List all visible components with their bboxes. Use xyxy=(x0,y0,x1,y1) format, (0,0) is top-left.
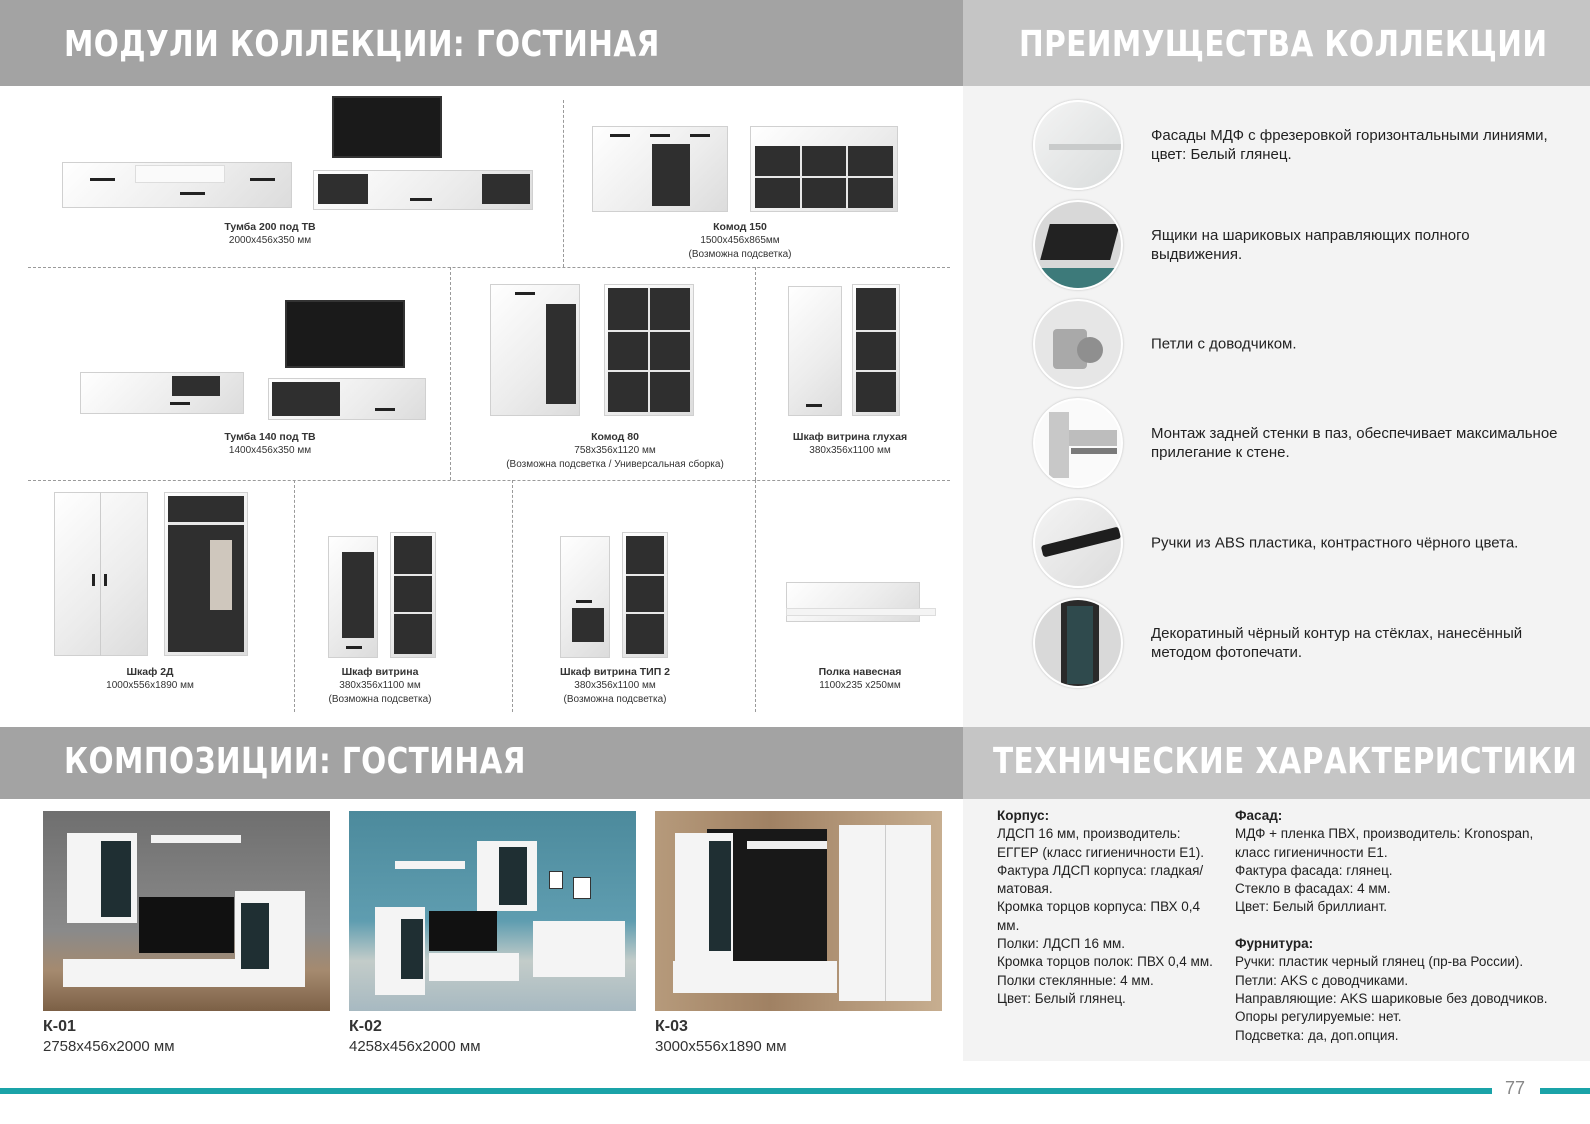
modules-header xyxy=(0,0,963,86)
footer-accent-line xyxy=(1540,1088,1590,1094)
tech-furnitura-title: Фурнитура: xyxy=(1235,936,1314,952)
tech-line: Полки: ЛДСП 16 мм. xyxy=(997,936,1126,952)
advantage-text: Ручки из ABS пластика, контрастного чёрного цвета. xyxy=(1151,534,1519,552)
compositions-title: КОМПОЗИЦИИ: ГОСТИНАЯ xyxy=(64,741,526,782)
tech-line: Кромка торцов корпуса: ПВХ 0,4 xyxy=(997,899,1201,915)
page-number: 77 xyxy=(1505,1078,1526,1098)
composition-k02-photo xyxy=(349,811,636,1011)
tech-line: Петли: AKS с доводчиками. xyxy=(1235,972,1409,988)
tech-line: Полки стеклянные: 4 мм. xyxy=(997,972,1154,988)
module-size: 380х356х1100 мм xyxy=(809,445,891,456)
module-caption xyxy=(490,430,740,472)
advantage-text: Монтаж задней стенки в паз, обеспечивает максимальное прилегание к стене. xyxy=(1151,425,1558,461)
footer-accent-line xyxy=(0,1088,1492,1094)
tech-line: Опоры регулируемые: нет. xyxy=(1235,1009,1402,1025)
advantages-title: ПРЕИМУЩЕСТВА КОЛЛЕКЦИИ xyxy=(1019,24,1548,65)
composition-k03-photo xyxy=(655,811,942,1011)
module-name: Тумба 200 под ТВ xyxy=(224,221,316,233)
module-name: Тумба 140 под ТВ xyxy=(224,431,316,443)
tech-fasad-title: Фасад: xyxy=(1235,808,1283,823)
advantage-text: Ящики на шариковых направляющих полного выдвижения. xyxy=(1151,227,1470,263)
handle-icon xyxy=(1033,498,1123,588)
composition-size: 3000х556х1890 мм xyxy=(655,1038,787,1055)
technical-title: ТЕХНИЧЕСКИЕ ХАРАКТЕРИСТИКИ xyxy=(993,741,1578,782)
module-caption xyxy=(525,665,705,707)
advantage-item xyxy=(1033,100,1573,190)
facade-icon xyxy=(1033,100,1123,190)
advantage-item xyxy=(1033,200,1573,290)
hinge-icon xyxy=(1033,299,1123,389)
advantage-item xyxy=(1033,398,1573,488)
tech-line: Цвет: Белый бриллиант. xyxy=(1235,899,1388,915)
module-size: 380х356х1100 мм xyxy=(574,680,656,691)
grid-divider xyxy=(450,267,451,480)
advantage-item xyxy=(1033,598,1573,688)
tech-line: матовая. xyxy=(997,881,1053,897)
tech-line: мм. xyxy=(997,917,1020,933)
module-size: 380х356х1100 мм xyxy=(339,680,421,691)
tech-korpus-title: Корпус: xyxy=(997,808,1050,823)
module-caption xyxy=(760,430,940,458)
grid-divider xyxy=(755,480,756,712)
tech-korpus xyxy=(997,807,1213,1008)
back-panel-icon xyxy=(1033,398,1123,488)
module-caption xyxy=(150,220,390,248)
tech-fasad xyxy=(1235,807,1548,1045)
technical-header xyxy=(963,727,1590,799)
module-note: (Возможна подсветка) xyxy=(563,694,667,705)
composition-k01-photo xyxy=(43,811,330,1011)
grid-divider xyxy=(28,267,950,268)
module-size: 1100х235 х250мм xyxy=(819,680,901,691)
module-name: Шкаф витрина глухая xyxy=(792,431,908,443)
drawer-icon xyxy=(1033,200,1123,290)
module-caption xyxy=(290,665,470,707)
module-size: 2000х456х350 мм xyxy=(228,235,312,246)
glass-icon xyxy=(1033,598,1123,688)
grid-divider xyxy=(563,100,564,267)
module-caption xyxy=(150,430,390,458)
grid-divider xyxy=(512,480,513,712)
composition-code: К-02 xyxy=(349,1018,382,1035)
grid-divider xyxy=(755,267,756,480)
modules-title: МОДУЛИ КОЛЛЕКЦИИ: ГОСТИНАЯ xyxy=(64,24,660,65)
module-name: Полка навесная xyxy=(818,666,902,678)
grid-divider xyxy=(28,480,950,481)
module-name: Комод 80 xyxy=(591,431,639,443)
module-size: 1000х556х1890 мм xyxy=(106,680,194,691)
tech-line: Стекло в фасадах: 4 мм. xyxy=(1235,881,1391,897)
module-note: (Возможна подсветка) xyxy=(328,694,432,705)
module-note: (Возможна подсветка) xyxy=(688,249,792,260)
tech-line: ЕГГЕР (класс гигиеничности Е1). xyxy=(997,844,1204,860)
module-caption xyxy=(620,220,860,262)
tech-line: Фактура ЛДСП корпуса: гладкая/ xyxy=(997,862,1204,878)
composition-code: К-01 xyxy=(43,1018,76,1035)
module-size: 1400х456х350 мм xyxy=(228,445,312,456)
tech-line: Направляющие: AKS шариковые без доводчиков. xyxy=(1235,990,1548,1006)
compositions-header xyxy=(0,727,963,799)
advantages-header xyxy=(963,0,1590,86)
module-note: (Возможна подсветка / Универсальная сборка) xyxy=(506,459,724,470)
module-size: 1500х456х865мм xyxy=(700,235,780,246)
composition-code: К-03 xyxy=(655,1018,688,1035)
tech-line: Кромка торцов полок: ПВХ 0,4 мм. xyxy=(997,954,1213,970)
tech-line: класс гигиеничности Е1. xyxy=(1235,844,1388,860)
advantage-text: Фасады МДФ с фрезеровкой горизонтальными линиями, цвет: Белый глянец. xyxy=(1151,127,1548,163)
module-name: Шкаф витрина xyxy=(341,666,419,678)
composition-size: 2758х456х2000 мм xyxy=(43,1038,175,1055)
tech-line: МДФ + пленка ПВХ, производитель: Kronospan, xyxy=(1235,826,1534,842)
advantage-text: Декоратиный чёрный контур на стёклах, нанесённый методом фотопечати. xyxy=(1151,625,1523,661)
module-caption xyxy=(770,665,950,693)
technical-panel xyxy=(963,799,1590,1061)
tech-line: Ручки: пластик черный глянец (пр-ва России). xyxy=(1235,954,1524,970)
module-name: Шкаф 2Д xyxy=(126,666,174,678)
composition-size: 4258х456х2000 мм xyxy=(349,1038,481,1055)
advantage-item xyxy=(1033,299,1573,389)
module-caption xyxy=(50,665,250,693)
tech-line: ЛДСП 16 мм, производитель: xyxy=(997,826,1181,842)
advantage-item xyxy=(1033,498,1573,588)
module-size: 758х356х1120 мм xyxy=(574,445,656,456)
module-name: Шкаф витрина ТИП 2 xyxy=(559,666,671,678)
tech-line: Цвет: Белый глянец. xyxy=(997,990,1126,1006)
advantage-text: Петли с доводчиком. xyxy=(1151,335,1297,353)
tech-line: Подсветка: да, доп.опция. xyxy=(1235,1027,1399,1043)
tech-line: Фактура фасада: глянец. xyxy=(1235,862,1393,878)
module-name: Комод 150 xyxy=(713,221,767,233)
